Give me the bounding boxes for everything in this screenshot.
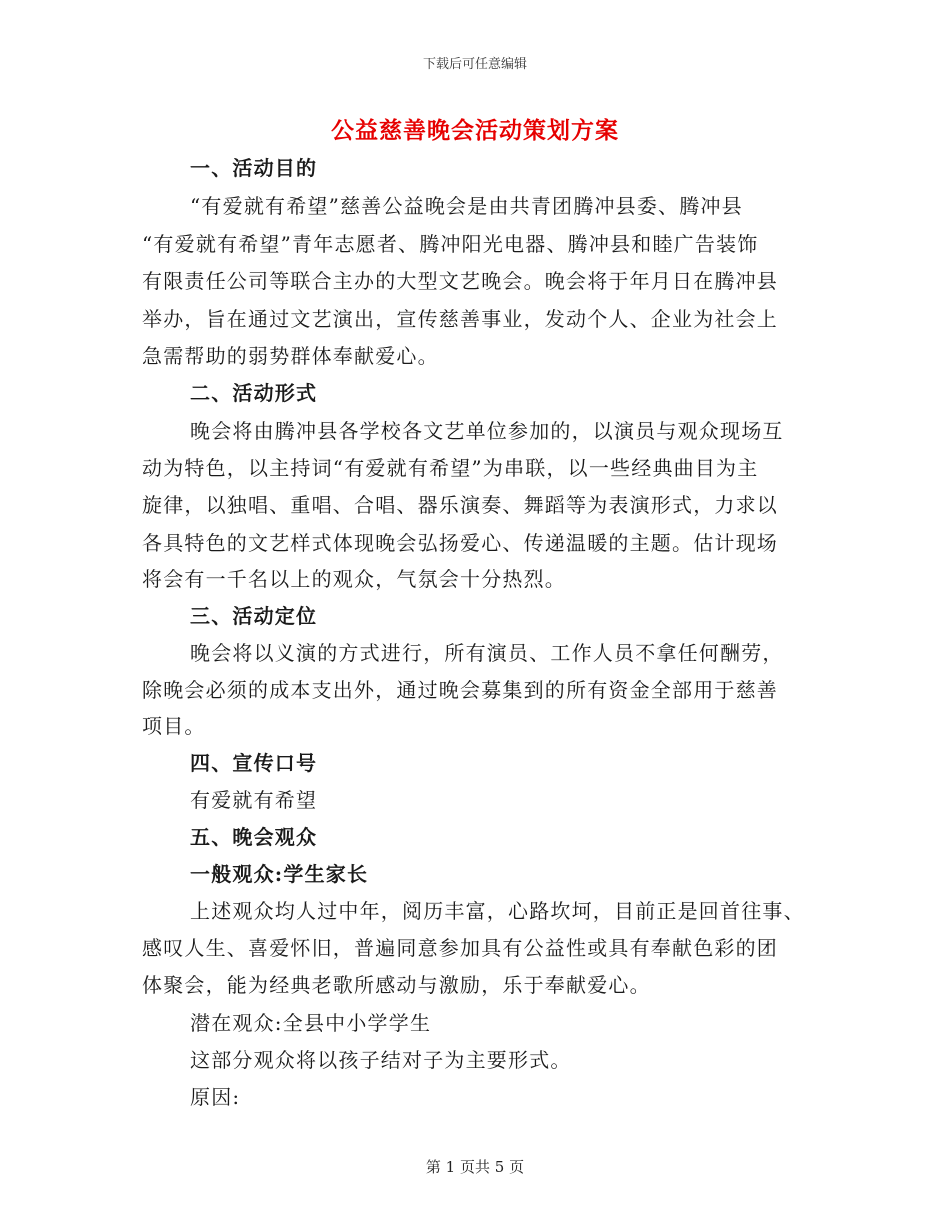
- paragraph-line: 项目。: [142, 714, 206, 738]
- paragraph-line: 有限责任公司等联合主办的大型文艺晚会。晚会将于年月日在腾冲县: [142, 269, 778, 293]
- paragraph-line: 晚会将以义演的方式进行，所有演员、工作人员不拿任何酬劳，: [190, 641, 784, 665]
- paragraph-line: 各具特色的文艺样式体现晚会弘扬爱心、传递温暖的主题。估计现场: [142, 531, 778, 555]
- section-heading: 五、晚会观众: [190, 825, 318, 849]
- section-heading: 三、活动定位: [190, 604, 318, 628]
- paragraph-line: 动为特色，以主持词“有爱就有希望”为串联，以一些经典曲目为主: [142, 456, 759, 480]
- paragraph-line: 有爱就有希望: [190, 788, 318, 812]
- paragraph-line: “有爱就有希望”慈善公益晚会是由共青团腾冲县委、腾冲县: [190, 194, 743, 218]
- paragraph-line: 潜在观众:全县中小学学生: [190, 1011, 432, 1035]
- section-heading: 二、活动形式: [190, 381, 318, 405]
- paragraph-line: 晚会将由腾冲县各学校各文艺单位参加的，以演员与观众现场互: [190, 419, 784, 443]
- paragraph-line: 急需帮助的弱势群体奉献爱心。: [142, 344, 439, 368]
- paragraph-line: 原因:: [190, 1085, 241, 1109]
- section-heading: 一、活动目的: [190, 156, 318, 180]
- paragraph-line: 感叹人生、喜爱怀旧，普遍同意参加具有公益性或具有奉献色彩的团: [142, 936, 778, 960]
- section-heading: 四、宣传口号: [190, 751, 318, 775]
- paragraph-line: “有爱就有希望”青年志愿者、腾冲阳光电器、腾冲县和睦广告装饰: [142, 232, 759, 256]
- header-note: 下载后可任意编辑: [422, 57, 527, 72]
- paragraph-line: 除晚会必须的成本支出外，通过晚会募集到的所有资金全部用于慈善: [142, 678, 778, 702]
- paragraph-line: 举办，旨在通过文艺演出，宣传慈善事业，发动个人、企业为社会上: [142, 307, 778, 331]
- paragraph-line: 旋律，以独唱、重唱、合唱、器乐演奏、舞蹈等为表演形式，力求以: [142, 493, 778, 517]
- subsection-heading: 一般观众:学生家长: [190, 862, 369, 886]
- paragraph-line: 体聚会，能为经典老歌所感动与激励，乐于奉献爱心。: [142, 973, 651, 997]
- paragraph-line: 将会有一千名以上的观众，气氛会十分热烈。: [142, 567, 566, 591]
- document-title: 公益慈善晚会活动策划方案: [331, 117, 619, 144]
- page-number: 第 1 页共 5 页: [425, 1158, 525, 1176]
- paragraph-line: 上述观众均人过中年，阅历丰富，心路坎坷，目前正是回首往事、: [190, 899, 805, 923]
- paragraph-line: 这部分观众将以孩子结对子为主要形式。: [190, 1048, 572, 1072]
